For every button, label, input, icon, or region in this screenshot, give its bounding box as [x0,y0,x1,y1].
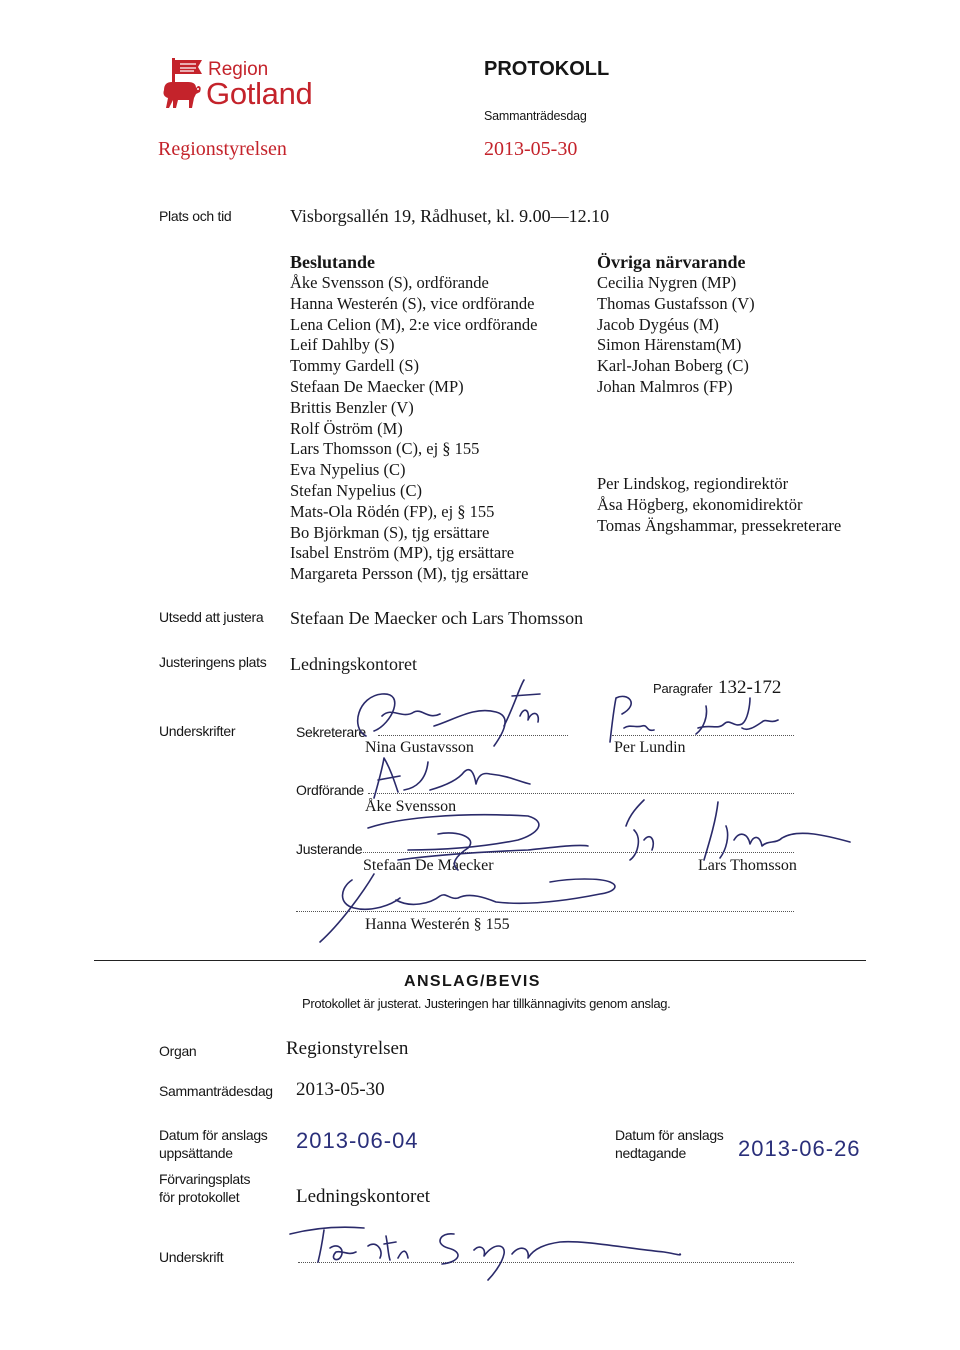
organ-label: Organ [159,1043,197,1059]
meeting-date: 2013-05-30 [484,138,578,160]
adjusters-value: Stefaan De Maecker och Lars Thomsson [290,608,584,628]
list-item: Brittis Benzler (V) [290,397,414,417]
region-gotland-logo [158,52,313,116]
adjuster1-name: Stefaan De Maecker [363,857,494,874]
ram-logo-icon [158,56,204,112]
chair-handwritten-signature [360,750,540,800]
secretary-name: Nina Gustavsson [365,739,474,756]
removed-date-label-line2: nedtagande [615,1145,686,1161]
chair-label: Ordförande [296,782,364,798]
notice-meeting-date-label: Sammanträdesdag [159,1083,273,1099]
list-item: Bo Björkman (S), tjg ersättare [290,522,490,542]
list-item: Rolf Öström (M) [290,418,403,438]
place-label: Plats och tid [159,208,232,224]
list-item: Stefan Nypelius (C) [290,480,422,500]
paragraphs-value: 132-172 [718,677,782,698]
list-item: Johan Malmros (FP) [597,376,733,396]
list-item: Per Lindskog, regiondirektör [597,474,789,493]
list-item: Isabel Enström (MP), tjg ersättare [290,543,515,563]
list-item: Cecilia Nygren (MP) [597,273,737,292]
storage-label-line1: Förvaringsplats [159,1171,251,1187]
list-item: Karl-Johan Boberg (C) [597,356,749,376]
secretary2-handwritten-signature [600,688,800,748]
storage-label-line2: för protokollet [159,1189,240,1205]
list-item: Eva Nypelius (C) [290,460,406,480]
list-item: Margareta Persson (M), tjg ersättare [290,564,529,584]
posted-date-label-line2: uppsättande [159,1145,233,1161]
document-type-title: PROTOKOLL [484,58,610,80]
list-item: Simon Härenstam(M) [597,335,742,355]
organ-value: Regionstyrelsen [286,1038,409,1059]
chair-name: Åke Svensson [365,798,457,815]
section-divider [94,960,866,961]
list-item: Jacob Dygéus (M) [597,314,719,334]
posted-date-value-handwritten: 2013-06-04 [296,1128,419,1153]
list-item: Thomas Gustafsson (V) [597,293,755,313]
list-item: Tommy Gardell (S) [290,356,419,376]
logo-text-region: Region [208,59,269,80]
list-item: Åsa Högberg, ekonomidirektör [597,494,803,514]
others-present-list [597,273,755,398]
secretary2-name: Per Lundin [614,739,686,756]
paragraphs-label: Paragrafer [653,681,713,696]
logo-text-gotland: Gotland [206,76,313,111]
notice-text: Protokollet är justerat. Justeringen har tillkännagivits genom anslag. [302,996,671,1011]
meeting-date-label: Sammanträdesdag [484,109,587,123]
list-item: Lena Celion (M), 2:e vice ordförande [290,314,538,334]
adjust-place-value: Ledningskontoret [290,654,417,674]
storage-value: Ledningskontoret [296,1186,431,1207]
list-item: Lars Thomsson (C), ej § 155 [290,439,480,459]
decision-makers-list [290,273,537,585]
notice-title: ANSLAG/BEVIS [404,973,541,990]
adjuster-label: Justerande [296,841,363,857]
list-item: Tomas Ängshammar, pressekreterare [597,515,842,535]
removed-date-label [615,1126,724,1162]
storage-label [159,1170,250,1206]
signature-label: Underskrift [159,1249,224,1265]
body-name: Regionstyrelsen [158,138,287,160]
removed-date-label-line1: Datum för anslags [615,1127,724,1143]
removed-date-value-handwritten: 2013-06-26 [738,1136,861,1161]
adjuster2-name: Lars Thomsson [698,857,797,874]
place-value: Visborgsallén 19, Rådhuset, kl. 9.00—12.10 [290,206,610,226]
list-item: Hanna Westerén (S), vice ordförande [290,293,535,313]
signatures-label: Underskrifter [159,723,236,739]
adjuster3-handwritten-signature [300,864,630,944]
adjuster3-name: Hanna Westerén § 155 [365,916,510,933]
decision-makers-section [290,251,537,585]
list-item: Stefaan De Maecker (MP) [290,376,464,396]
officials-list [597,474,841,536]
notice-meeting-date-value: 2013-05-30 [296,1079,385,1100]
posted-date-label-line1: Datum för anslags [159,1127,268,1143]
secretary-label: Sekreterare [296,724,366,740]
notice-handwritten-signature [284,1214,704,1284]
posted-date-label [159,1126,268,1162]
adjust-place-label: Justeringens plats [159,654,267,670]
decision-makers-heading: Beslutande [290,252,376,272]
others-present-section [597,251,755,398]
list-item: Åke Svensson (S), ordförande [290,273,489,292]
list-item: Mats-Ola Rödén (FP), ej § 155 [290,501,495,521]
list-item: Leif Dahlby (S) [290,335,395,355]
others-present-heading: Övriga närvarande [597,252,746,272]
adjusters-label: Utsedd att justera [159,609,264,625]
